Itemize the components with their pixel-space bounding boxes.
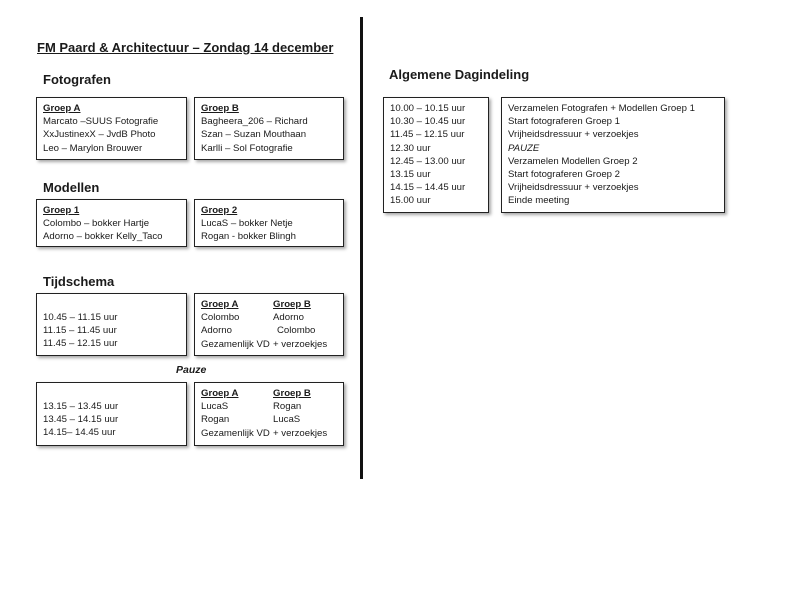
dagindeling-heading: Algemene Dagindeling [389,67,530,82]
table-cell: Rogan [201,414,230,426]
tijdschema-heading: Tijdschema [43,274,115,289]
dagindeling-events-box [501,97,725,213]
tijdschema-block1-times-box [36,293,187,356]
list-item: Marcato –SUUS Fotografie [43,116,159,128]
time-slot: 13.15 uur [390,168,431,180]
table-cell: Adorno [201,325,232,337]
fotografen-heading: Fotografen [43,72,111,87]
list-item: Szan – Suzan Mouthaan [201,129,307,141]
time-slot: 11.45 – 12.15 uur [390,129,465,141]
groep-a-label: Groep A [43,103,81,114]
list-item: Rogan - bokker Blingh [201,231,296,243]
tijdschema-block2-times-box [36,382,187,446]
modellen-groep-1-box [36,199,187,247]
event-item: Verzamelen Fotografen + Modellen Groep 1 [508,103,695,114]
list-item: Karlli – Sol Fotografie [201,142,293,154]
time-slot: 12.30 uur [390,142,431,154]
groep-2-label: Groep 2 [201,205,238,216]
table-cell: Gezamenlijk VD [201,427,270,439]
page-title: FM Paard & Architectuur – Zondag 14 december [37,40,334,55]
table-cell: LucaS [201,401,229,413]
dagindeling-times-box [383,97,489,213]
table-cell: + verzoekjes [273,427,328,439]
table-cell: Colombo [201,312,240,324]
list-item: XxJustinexX – JvdB Photo [43,129,156,141]
col-groep-b: Groep B [273,388,311,399]
table-cell: Gezamenlijk VD [201,338,270,350]
time-slot: 10.00 – 10.15 uur [390,103,466,114]
tijdschema-block2-groups-box [194,382,344,446]
modellen-heading: Modellen [43,180,100,195]
table-cell: Colombo [277,325,316,337]
list-item: Bagheera_206 – Richard [201,116,308,128]
event-item: Verzamelen Modellen Groep 2 [508,155,638,167]
time-slot: 10.30 – 10.45 uur [390,116,466,128]
time-slot: 11.45 – 12.15 uur [43,338,118,350]
event-item: Start fotograferen Groep 1 [508,116,620,128]
modellen-groep-2-box [194,199,344,247]
table-cell: Adorno [273,312,304,324]
time-slot: 12.45 – 13.00 uur [390,155,466,167]
event-item-pauze: PAUZE [508,142,540,154]
event-item: Vrijheidsdressuur + verzoekjes [508,182,639,194]
col-groep-a: Groep A [201,299,239,310]
col-groep-b: Groep B [273,299,311,310]
list-item: Colombo – bokker Hartje [43,218,150,230]
time-slot: 15.00 uur [390,195,431,207]
table-cell: + verzoekjes [273,338,328,350]
table-cell: LucaS [273,414,301,426]
col-groep-a: Groep A [201,388,239,399]
fotografen-groep-a-box [36,97,187,160]
time-slot: 10.45 – 11.15 uur [43,312,118,323]
event-item: Vrijheidsdressuur + verzoekjes [508,129,639,141]
time-slot: 11.15 – 11.45 uur [43,325,117,337]
vertical-divider [360,17,363,479]
table-cell: Rogan [273,401,302,413]
event-item: Einde meeting [508,195,570,207]
time-slot: 13.45 – 14.15 uur [43,414,119,426]
list-item: Adorno – bokker Kelly_Taco [43,231,163,243]
groep-b-label: Groep B [201,103,239,114]
event-item: Start fotograferen Groep 2 [508,168,620,180]
time-slot: 14.15– 14.45 uur [43,427,116,439]
time-slot: 13.15 – 13.45 uur [43,401,119,412]
list-item: LucaS – bokker Netje [201,218,293,230]
list-item: Leo – Marylon Brouwer [43,142,143,154]
groep-1-label: Groep 1 [43,205,80,216]
fotografen-groep-b-box [194,97,344,160]
time-slot: 14.15 – 14.45 uur [390,182,466,194]
pauze-label: Pauze [176,364,207,376]
tijdschema-block1-groups-box [194,293,344,356]
